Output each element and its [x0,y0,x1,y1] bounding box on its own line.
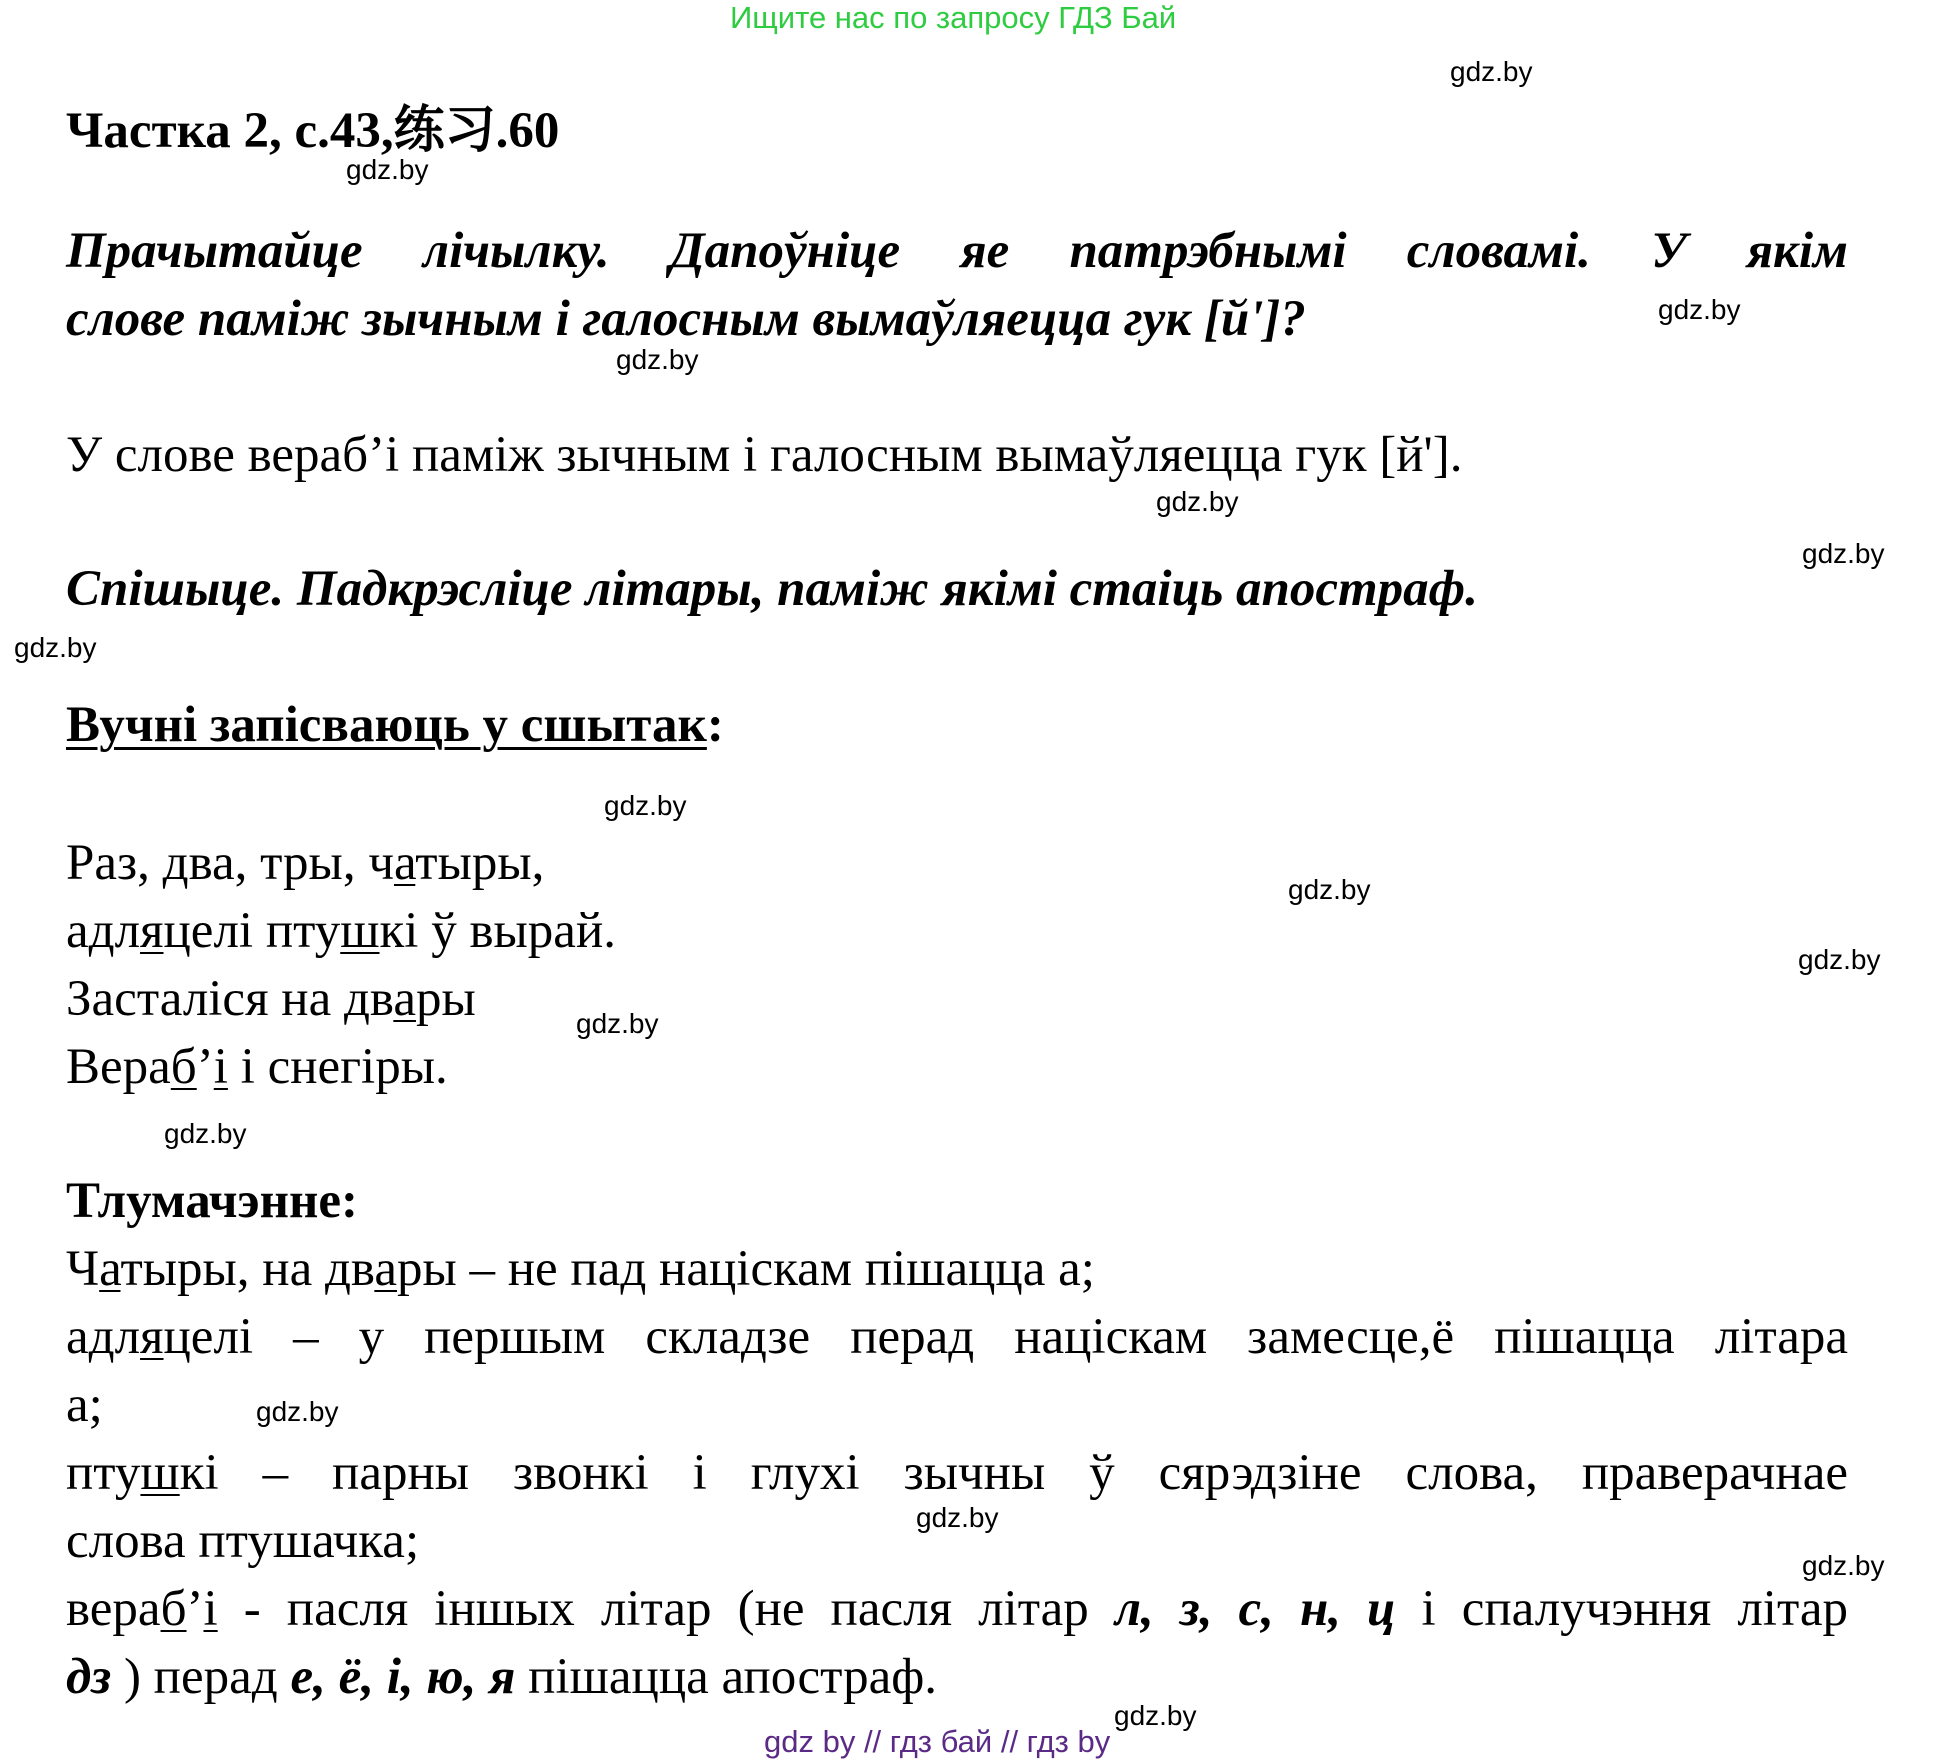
poem-line-4: Вераб’і і снегіры. [66,1039,448,1095]
underlined-letter: а [374,1241,397,1297]
underlined-letter: я [140,903,164,959]
watermark: gdz.by [1114,1700,1197,1731]
explanation-heading: Тлумачэнне: [66,1173,358,1229]
underlined-letter: б [160,1581,187,1637]
poem-line-1: Раз, два, тры, чатыры, [66,835,545,891]
explanation-line-3b: слова птушачка; [66,1513,420,1569]
watermark: gdz.by [1798,944,1881,975]
notebook-heading [66,696,724,754]
explanation-line-1: Чатыры, на двары – не пад націскам пішацца а; [66,1241,1095,1297]
notebook-heading-label: Вучні запісваюць у сшытак [66,697,707,753]
underlined-letter: а [393,971,416,1027]
top-banner: Ищите нас по запросу ГДЗ Бай [730,0,1177,35]
underlined-letter: б [170,1039,197,1095]
watermark: gdz.by [1156,486,1239,517]
page-title: Частка 2, с.43,练习.60 [66,103,560,159]
watermark: gdz.by [916,1502,999,1533]
underlined-letter: я [140,1309,164,1365]
watermark: gdz.by [164,1118,247,1149]
watermark: gdz.by [576,1008,659,1039]
watermark: gdz.by [1802,1550,1885,1581]
vowels-list: е, ё, і, ю, я [290,1649,516,1705]
letters-list: л, з, с, н, ц [1114,1581,1396,1637]
task2-text: Спішыце. Падкрэсліце літары, паміж якімі стаіць апостраф. [66,561,1478,617]
footer-links: gdz by // гдз бай // гдз by [764,1724,1111,1759]
underlined-letter: і [203,1581,218,1637]
watermark: gdz.by [256,1396,339,1427]
underlined-letter: а [393,835,416,891]
underlined-letter: а [99,1241,121,1297]
watermark: gdz.by [1658,294,1741,325]
explanation-line-2b: а; [66,1377,103,1433]
explanation-line-4: вераб’і - пасля іншых літар (не пасля літар л, з, с, н, ц і спалучэння літар [66,1581,1848,1637]
underlined-letter: ш [340,903,380,959]
task1-line1: Прачытайце лічылку. Дапоўніце яе патрэбнымі словамі. У якім [66,223,1848,279]
explanation-line-5: дз ) перад е, ё, і, ю, я пішацца апостраф. [66,1649,938,1705]
explanation-line-3: птушкі – парны звонкі і глухі зычны ў сярэдзіне слова, праверачнае [66,1445,1848,1501]
answer-text: У слове вераб’і паміж зычным і галосным вымаўляецца гук [й']. [66,427,1463,483]
watermark: gdz.by [604,790,687,821]
watermark: gdz.by [346,154,429,185]
watermark: gdz.by [14,632,97,663]
task1-line2: слове паміж зычным і галосным вымаўляецца гук [й']? [66,291,1306,347]
watermark: gdz.by [1288,874,1371,905]
notebook-heading-colon: : [706,697,724,753]
watermark: gdz.by [1802,538,1885,569]
underlined-letter: ш [140,1445,180,1501]
explanation-line-2: адляцелі – у першым складзе перад націскам замесце,ё пішацца літара [66,1309,1848,1365]
watermark: gdz.by [1450,56,1533,87]
poem-line-2: адляцелі птушкі ў вырай. [66,903,616,959]
poem-line-3: Засталіся на двары [66,971,476,1027]
underlined-letter: і [213,1039,228,1095]
watermark: gdz.by [616,344,699,375]
